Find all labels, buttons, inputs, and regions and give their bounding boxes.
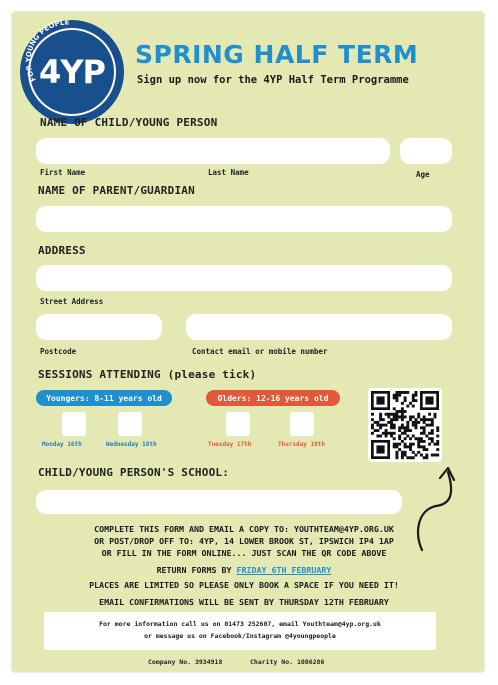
- logo-arc-label: FOR YOUNG PEOPLE: [24, 20, 70, 83]
- instructions-line-3: OR FILL IN THE FORM ONLINE... JUST SCAN THE QR CODE ABOVE: [101, 548, 387, 558]
- sessions-heading: SESSIONS ATTENDING (please tick): [38, 368, 257, 381]
- school-field[interactable]: [36, 490, 402, 514]
- age-field[interactable]: [400, 138, 452, 164]
- day-label-wednesday: Wednesday 18th: [106, 441, 157, 448]
- places-limited-line: PLACES ARE LIMITED SO PLEASE ONLY BOOK A SPACE IF YOU NEED IT!: [89, 580, 399, 590]
- footer-contact-line-1: For more information call us on 01473 252607, email Youthteam@4yp.org.uk: [99, 620, 381, 628]
- checkbox-tuesday[interactable]: [226, 412, 250, 436]
- postcode-field[interactable]: [36, 314, 162, 340]
- return-forms-prefix: RETURN FORMS BY: [156, 565, 237, 575]
- olders-badge: Olders: 12-16 years old: [206, 390, 340, 406]
- address-heading: ADDRESS: [38, 244, 86, 257]
- confirmation-line: EMAIL CONFIRMATIONS WILL BE SENT BY THURSDAY 12TH FEBRUARY: [99, 597, 389, 607]
- day-label-monday: Monday 16th: [42, 441, 82, 448]
- qr-code-icon[interactable]: [368, 388, 442, 462]
- parent-name-field[interactable]: [36, 206, 452, 232]
- postcode-label: Postcode: [40, 347, 77, 356]
- age-label: Age: [416, 170, 430, 179]
- contact-field[interactable]: [186, 314, 452, 340]
- child-name-heading: NAME OF CHILD/YOUNG PERSON: [40, 116, 218, 129]
- child-name-field[interactable]: [36, 138, 390, 164]
- page-subtitle: Sign up now for the 4YP Half Term Programme: [137, 74, 409, 86]
- company-number: Company No. 3934918: [148, 658, 223, 666]
- youngers-badge: Youngers: 8-11 years old: [36, 390, 172, 406]
- checkbox-thursday[interactable]: [290, 412, 314, 436]
- contact-label: Contact email or mobile number: [192, 347, 328, 356]
- footer-contact-line-2: or message us on Facebook/Instagram @4youngpeople: [144, 632, 336, 640]
- return-forms-date: FRIDAY 6TH FEBRUARY: [236, 565, 332, 575]
- footer-contact-box: [44, 612, 436, 650]
- last-name-label: Last Name: [208, 168, 249, 177]
- page-title: SPRING HALF TERM: [135, 40, 419, 69]
- street-address-field[interactable]: [36, 265, 452, 291]
- logo-text: 4YP: [39, 53, 105, 91]
- instructions-line-2: OR POST/DROP OFF TO: 4YP, 14 LOWER BROOK ST, IPSWICH IP4 1AP: [94, 536, 394, 546]
- qr-code-graphic: [368, 388, 442, 462]
- return-forms-line: [34, 565, 454, 575]
- school-heading: CHILD/YOUNG PERSON'S SCHOOL:: [38, 466, 230, 479]
- parent-name-heading: NAME OF PARENT/GUARDIAN: [38, 184, 195, 197]
- first-name-label: First Name: [40, 168, 86, 177]
- day-label-tuesday: Tuesday 17th: [208, 441, 252, 448]
- street-address-label: Street Address: [40, 297, 104, 306]
- instructions-line-1: COMPLETE THIS FORM AND EMAIL A COPY TO: YOUTHTEAM@4YP.ORG.UK: [94, 524, 394, 534]
- charity-number: Charity No. 1086286: [250, 658, 325, 666]
- checkbox-wednesday[interactable]: [118, 412, 142, 436]
- checkbox-monday[interactable]: [62, 412, 86, 436]
- day-label-thursday: Thursday 19th: [278, 441, 325, 448]
